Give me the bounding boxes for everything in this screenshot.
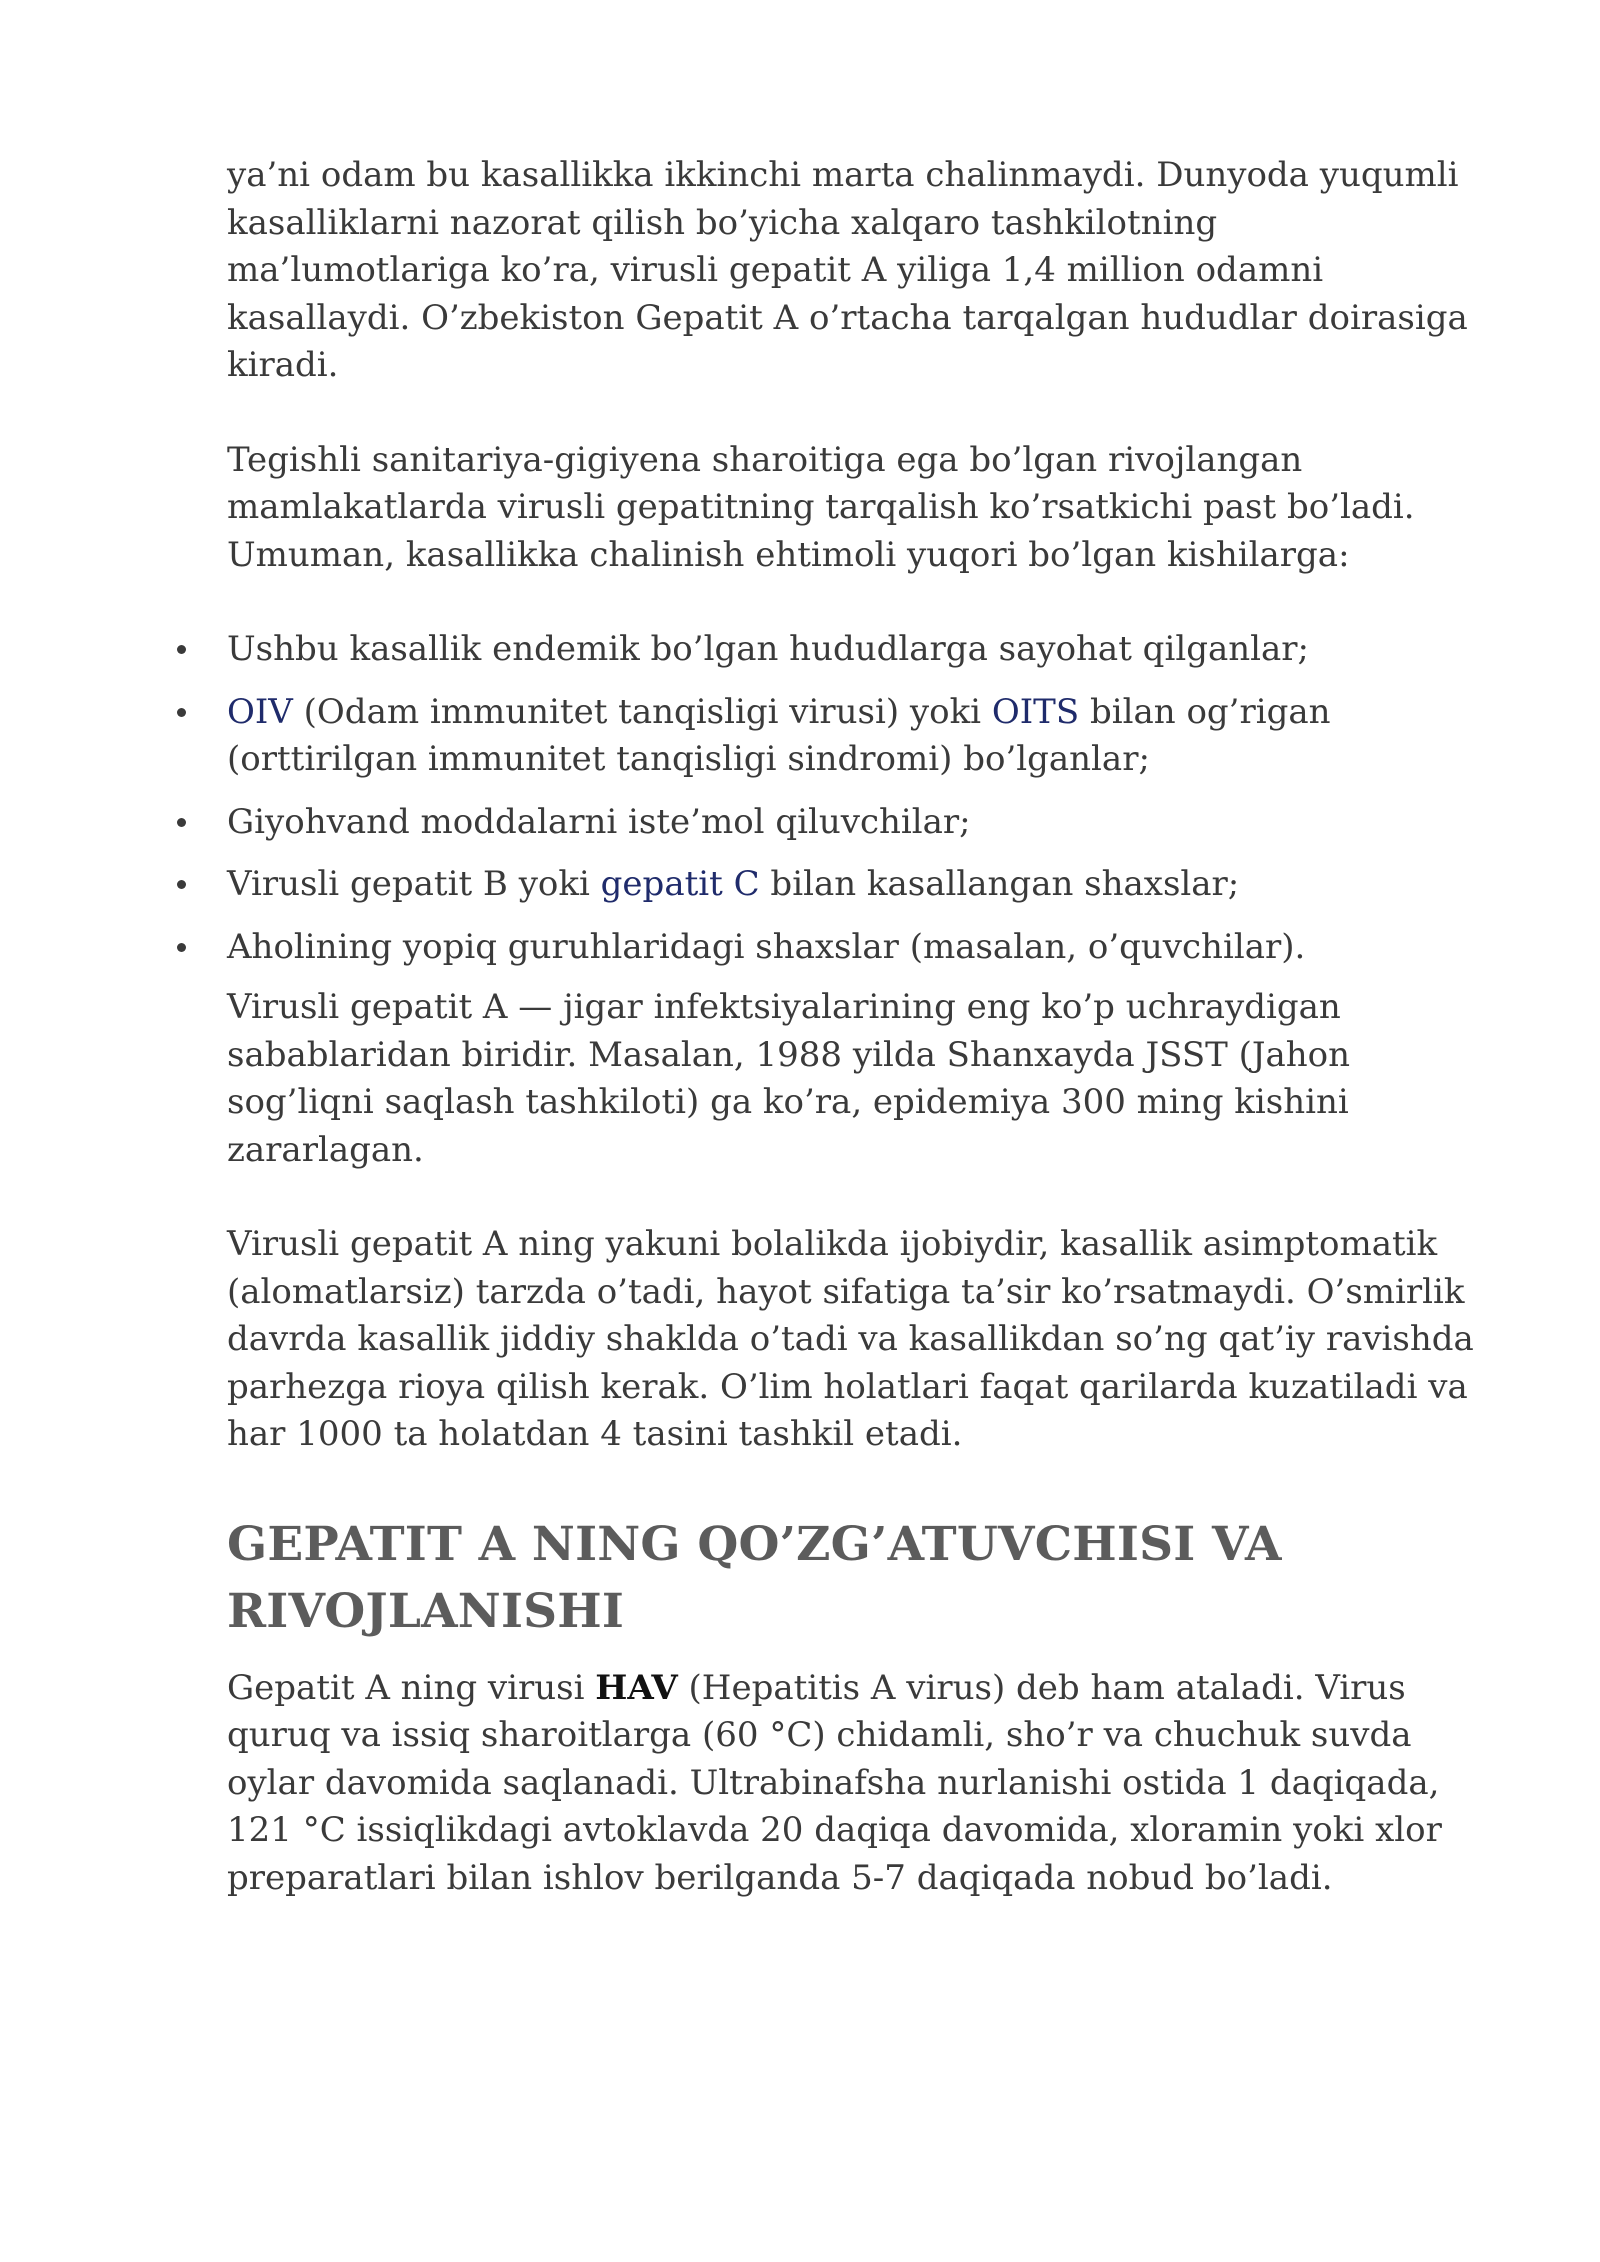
- article-body: [227, 152, 1487, 1902]
- list-item-text: Ushbu kasallik endemik bo’lgan hududlarga sayohat qilganlar;: [227, 629, 1309, 669]
- list-item: [227, 689, 1487, 784]
- list-item: [227, 799, 1487, 847]
- list-item: [227, 861, 1487, 909]
- paragraph-virus-hav: [227, 1665, 1487, 1903]
- paragraph-immunity: ya’ni odam bu kasallikka ikkinchi marta chalinmaydi. Dunyoda yuqumli kasalliklarni nazorat qilish bo’yicha xalqaro tashkilotning ma’lumotlariga ko’ra, virusli gepatit A yiliga 1,4 million odamni kasallaydi. O’zbekiston Gepatit A o’rtacha tarqalgan hududlar doirasiga kiradi.: [227, 155, 1468, 385]
- paragraph-epidemic: Virusli gepatit A — jigar infektsiyalarining eng ko’p uchraydigan sabablaridan biridir. Masalan, 1988 yilda Shanxayda JSST (Jahon sog’liqni saqlash tashkiloti) ga ko’ra, epidemiya 300 ming kishini zararlagan.: [227, 987, 1351, 1170]
- bullet-icon: [177, 645, 186, 654]
- list-item-text: Aholining yopiq guruhlaridagi shaxslar (masalan, o’quvchilar).: [227, 926, 1306, 967]
- risk-groups-list: [227, 626, 1487, 971]
- link-oits[interactable]: OITS: [991, 691, 1080, 732]
- bullet-icon: [177, 880, 186, 889]
- bullet-icon: [177, 943, 186, 952]
- bullet-icon: [177, 708, 186, 717]
- list-item-text: (Odam immunitet tanqisligi virusi) yoki: [292, 691, 992, 732]
- paragraph-text: Gepatit A ning virusi: [227, 1667, 596, 1708]
- section-heading: GEPATIT A NING QO’ZG’ATUVCHISI VA RIVOJLANISHI: [227, 1516, 1282, 1639]
- list-item-text: Virusli gepatit B yoki: [227, 864, 601, 904]
- list-item-text: Giyohvand moddalarni iste’mol qiluvchilar;: [227, 801, 971, 842]
- link-oiv[interactable]: OIV: [227, 691, 293, 732]
- list-item-text: bilan og’rigan (orttirilgan immunitet tanqisligi sindromi) bo’lganlar;: [227, 691, 1331, 779]
- paragraph-text: (Hepatitis A virus) deb ham ataladi. Virus quruq va issiq sharoitlarga (60 °C) chidamli, sho’r va chuchuk suvda oylar davomida saqlanadi. Ultrabinafsha nurlanishi ostida 1 daqiqada, 121 °C issiqlikdagi avtoklavda 20 daqiqa davomida, xloramin yoki xlor preparatlari bilan ishlov berilganda 5-7 daqiqada nobud bo’ladi.: [227, 1667, 1442, 1898]
- hav-abbreviation: HAV: [595, 1667, 678, 1708]
- list-item: [227, 626, 1487, 674]
- paragraph-outcome: Virusli gepatit A ning yakuni bolalikda ijobiydir, kasallik asimptomatik (alomatlarsiz) tarzda o’tadi, hayot sifatiga ta’sir ko’rsatmaydi. O’smirlik davrda kasallik jiddiy shaklda o’tadi va kasallikdan so’ng qat’iy ravishda parhezga rioya qilish kerak. O’lim holatlari faqat qarilarda kuzatiladi va har 1000 ta holatdan 4 tasini tashkil etadi.: [227, 1224, 1474, 1454]
- link-gepatit-c[interactable]: gepatit C: [600, 864, 760, 904]
- bullet-icon: [177, 818, 186, 827]
- list-item: [227, 924, 1487, 972]
- paragraph-risk-groups-intro: Tegishli sanitariya-gigiyena sharoitiga ega bo’lgan rivojlangan mamlakatlarda virusli gepatitning tarqalish ko’rsatkichi past bo’ladi. Umuman, kasallikka chalinish ehtimoli yuqori bo’lgan kishilarga:: [227, 439, 1415, 575]
- list-item-text: bilan kasallangan shaxslar;: [759, 864, 1240, 904]
